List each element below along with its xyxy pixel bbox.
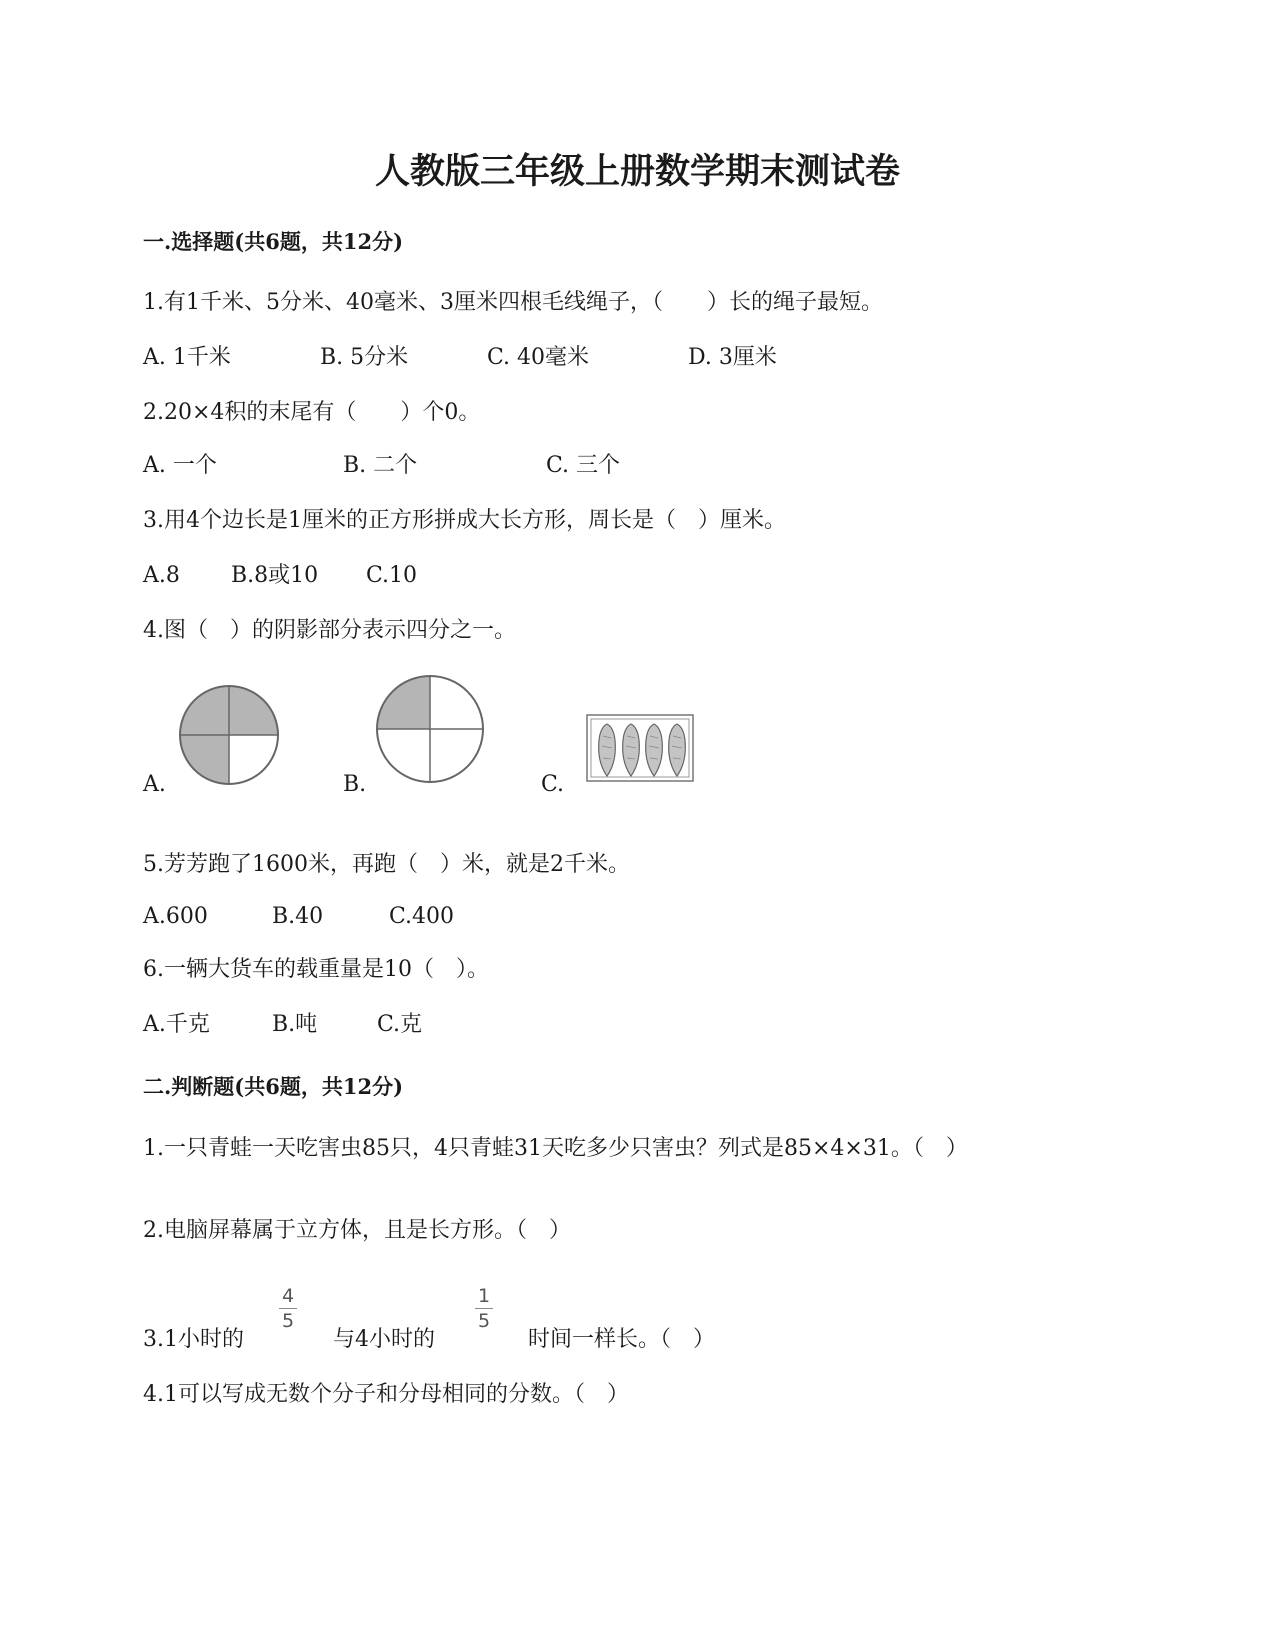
option-c-label: C. [541,772,565,797]
figure-a-circle [176,682,282,788]
option: C.400 [389,904,455,929]
fraction-one-fifth [472,1286,496,1331]
option: C. 40毫米 [487,345,590,370]
option: A.千克 [143,1012,210,1037]
question-stem: 4.1可以写成无数个分子和分母相同的分数。（ ） [143,1382,629,1407]
section-heading-choice: 一.选择题(共6题，共12分) [143,229,404,254]
numerator: 4 [281,1285,295,1307]
question-stem: 1.一只青蛙一天吃害虫85只，4只青蛙31天吃多少只害虫？列式是85×4×31。（ ） [143,1136,968,1161]
option: A. 1千米 [143,345,231,370]
question-stem-part: 3.1小时的 [143,1327,244,1352]
question-stem: 2.20×4积的末尾有（ ）个0。 [143,400,481,425]
option: B.40 [272,904,324,929]
option: A.8 [143,563,180,588]
question-stem-part: 与4小时的 [333,1327,435,1352]
question-stem: 6.一辆大货车的载重量是10（ ）。 [143,957,489,982]
fraction-bar [279,1308,297,1309]
question-stem: 3.用4个边长是1厘米的正方形拼成大长方形，周长是（ ）厘米。 [143,508,786,533]
option: B.吨 [272,1012,318,1037]
option: B. 5分米 [320,345,409,370]
option: B.8或10 [231,563,319,588]
figure-c-radishes [585,712,697,784]
question-stem: 2.电脑屏幕属于立方体，且是长方形。（ ） [143,1218,571,1243]
question-stem-part: 时间一样长。（ ） [528,1327,716,1352]
denominator: 5 [477,1310,491,1332]
section-heading-judgement: 二.判断题(共6题，共12分) [143,1074,404,1099]
fraction-four-fifths [276,1286,300,1331]
denominator: 5 [281,1310,295,1332]
option: A.600 [143,904,208,929]
fraction-bar [475,1308,493,1309]
option-b-label: B. [343,772,367,797]
option: A. 一个 [143,453,217,478]
figure-b-circle [373,672,487,786]
option: D. 3厘米 [688,345,777,370]
option: C. 三个 [546,453,621,478]
question-stem: 4.图（ ）的阴影部分表示四分之一。 [143,618,516,643]
question-stem: 1.有1千米、5分米、40毫米、3厘米四根毛线绳子，（ ）长的绳子最短。 [143,290,883,315]
numerator: 1 [477,1285,491,1307]
option: B. 二个 [343,453,418,478]
question-stem: 5.芳芳跑了1600米，再跑（ ）米，就是2千米。 [143,852,630,877]
option-a-label: A. [143,772,166,797]
option: C.10 [366,563,418,588]
radish-icon [599,724,686,776]
page-title: 人教版三年级上册数学期末测试卷 [374,151,900,192]
option: C.克 [377,1012,423,1037]
